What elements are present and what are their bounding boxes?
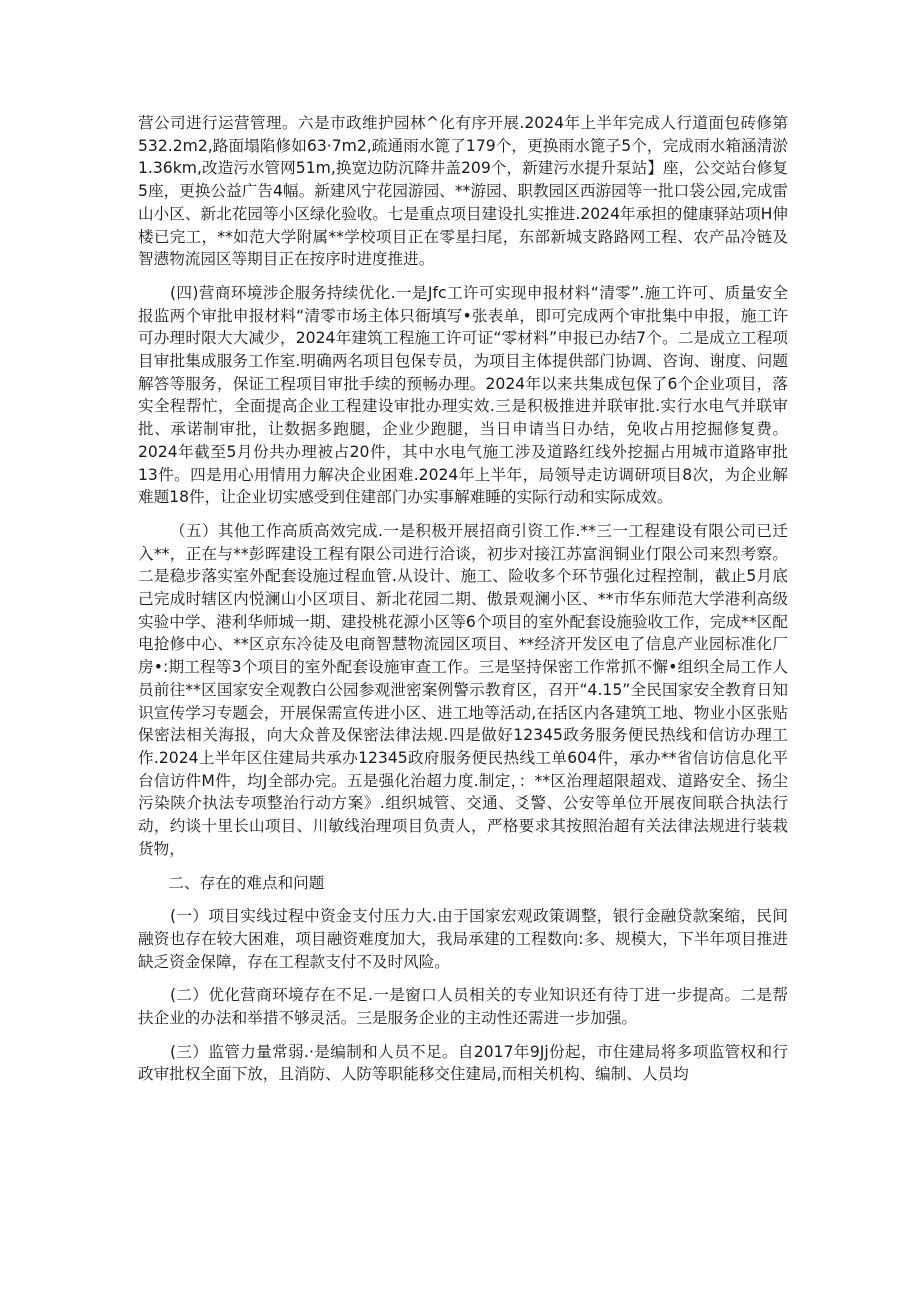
- section-heading-problems: 二、存在的难点和问题: [168, 873, 325, 892]
- paragraph-business-shortcomings: (二）优化营商环境存在不足.一是窗口人员相关的专业知识还有待丁进一步提高。二是帮扶企业的办法和举措不够灵活。三是服务企业的主动性还需进一步加强。: [138, 986, 788, 1028]
- paragraph-supervision-weak: (三）监管力量常弱.·是编制和人员不足。自2017年9Jj份起，市住建局将多项监管权和行政审批权全面下放，且消防、人防等职能移交住建局,而相关机构、编制、人员均: [138, 1042, 788, 1084]
- paragraph-funding-pressure: (一）项目实线过程中资金支付压力大.由于国家宏观政策调整，银行金融贷款案缩，民间融资也存在较大困难，项目融资难度加大，我局承建的工程数向:多、规模大，下半年项目推进缺乏资金保障，存在工程款支付不及时风险。: [138, 907, 788, 971]
- paragraph-business-environment: (四)营商环境涉企服务持续优化.一是Jfc工许可实现申报材料“清零”.施工许可、质量安全报监两个审批申报材料“清零市场主体只衙填写•张表单，即可完成两个审批集中申报，施工许可办理时限大大减少，2024年建筑工程施工许可证“零材料”申报已办结7个。二是成立工程项目审批集成服务工作室.明确两名项目包保专员，为项目主体提供部门协调、咨询、谢度、问题解答等服务，保证工程项目审批手续的预畅办理。2024年以来共集成包保了6个企业项目，落实全程帮忙，全面提高企业工程建设审批办理实效.三是积极推进并联审批.实行水电气并联审批、承诺制审批，让数据多跑腿，企业少跑腿，当日申请当日办结，免收占用挖掘修复费。2024年截至5月份共办理被占20件，其中水电气施工涉及道路红线外挖掘占用城市道路审批13件。四是用心用情用力解决企业困难.2024年上半年，局领导走访调研项目8次，为企业解难题18件，让企业切实感受到住建部门办实事解难睡的实际行动和实际成效。: [138, 283, 788, 507]
- paragraph-other-work: （五）其他工作高质高效完成.一是积极开展招商引资工作.**三一工程建设有限公司已迁入**，正在与**彭晖建设工程有限公司进行洽谈，初步对接江苏富润铜业仃限公司来烈考察。二是稳步落实室外配套设施过程血管.从设计、施工、险收多个环节强化过程控制，截止5月底己完成时辖区内悦澜山小区项目、新北花园二期、傲景观澜小区、**市华东师范大学港利高级实验中学、港利华师城一期、建投桃花源小区等6个项目的室外配套设施验收工作，完成**区配电抢修中心、**区京东冷徒及电商智慧物流园区项目、**经济开发区电了信息产业园标准化厂房•:期工程等3个项目的室外配套设施审查工作。三是坚持保密工作常抓不懈•组织全局工作人员前往**区国家安全观教白公园参观泄密案例警示教育区，召开“4.15”全民国家安全教育日知识宣传学习专题会，开展保需宣传进小区、进工地等活动,在括区内各建筑工地、物业小区张贴保密法相关海报，向大众普及保密法律法规.四是做好12345政务服务便民热线和信访办理工作.2024上半年区住建局共承办12345政府服务便民热线工单604件，承办**省信访信息化平台信访件M件，均J全部办完。五是强化治超力度.制定，：**区治理超限超戏、道路安全、扬尘污染陕介执法专项整治行动方案》.组织城管、交通、爻警、公安等单位开展夜间联合执法行动，约谈十里长山项目、川敏线治理项目负责人，严格要求其按照治超有关法律法规进行装栽货物，: [138, 521, 788, 858]
- paragraph-1: 营公司进行运营管理。六是市政维护园林^化有序开展.2024年上半年完成人行道面包砖修第532.2m2,路面塌陷修如63·7m2,疏通雨水篦了179个，更换雨水篦子5个，完成雨水箱涵清淤1.36km,改造污水管网51m,换宽边防沉降井盖209个，新建污水提升泵站】座，公交站台修复5座，更换公益广告4幅。新建风宁花园游园、**游园、职教园区西游园等一批口袋公园,完成雷山小区、新北花园等小区绿化验收。七是重点项目建设扎实推进.2024年承担的健康驿站项H伸楼已完工，**如范大学附属**学校项目正在零星扫尾，东部新城支路路网工程、农产品冷链及智懑物流园区等期目正在按序时进度推进。: [138, 114, 788, 269]
- document-body: [138, 112, 788, 1097]
